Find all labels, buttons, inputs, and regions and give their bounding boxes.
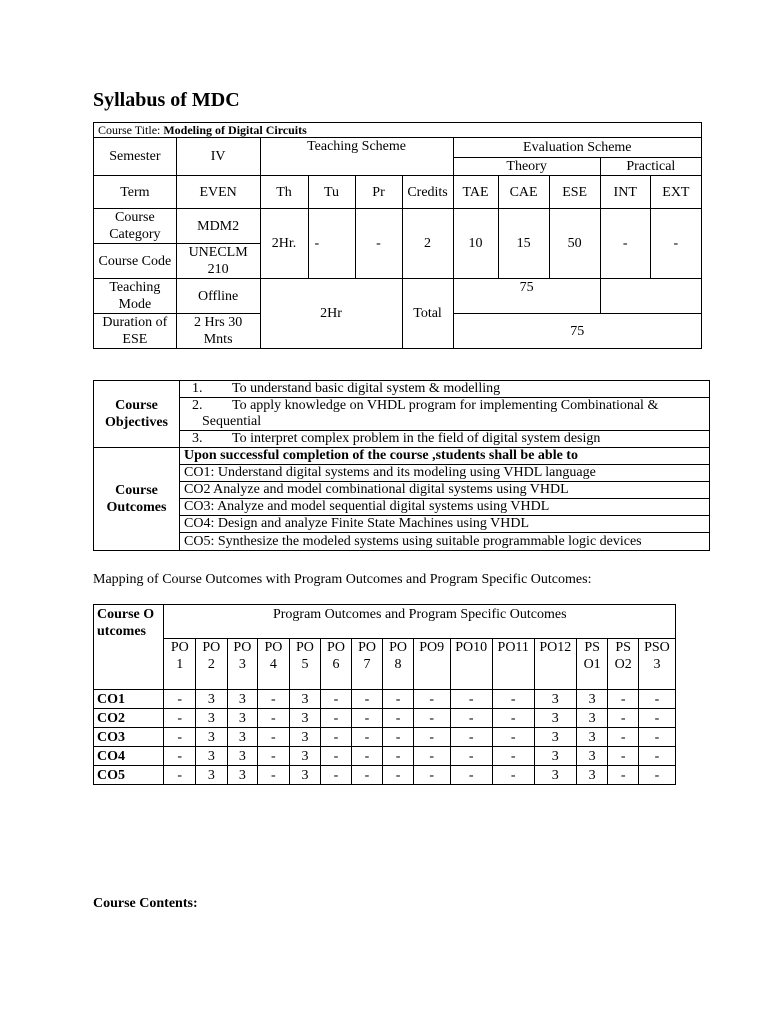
- practical-total: [600, 279, 701, 314]
- mapping-cell: 3: [576, 709, 608, 728]
- mapping-cell: 3: [227, 766, 258, 785]
- table-row: [94, 709, 676, 728]
- th-header: Th: [260, 176, 308, 209]
- po-column-header: PO4: [258, 639, 290, 690]
- objectives-outcomes-table: [93, 380, 710, 551]
- course-outcomes-corner: Course Outcomes: [94, 605, 164, 690]
- mapping-cell: -: [608, 690, 639, 709]
- outcome-item: CO4: Design and analyze Finite State Machines using VHDL: [180, 516, 710, 533]
- mapping-cell: 3: [534, 766, 576, 785]
- mapping-cell: -: [351, 690, 383, 709]
- mapping-cell: -: [258, 728, 290, 747]
- teaching-mode-label: Teaching Mode: [94, 279, 177, 314]
- mapping-cell: -: [351, 747, 383, 766]
- mapping-cell: -: [638, 747, 675, 766]
- po-column-header: PO5: [289, 639, 321, 690]
- semester-value: IV: [176, 138, 260, 176]
- mapping-cell: -: [413, 690, 450, 709]
- mapping-cell: 3: [227, 690, 258, 709]
- course-category-label: Course Category: [94, 209, 177, 244]
- teaching-mode-value: Offline: [176, 279, 260, 314]
- mapping-cell: 3: [289, 709, 321, 728]
- mapping-cell: -: [492, 728, 534, 747]
- tu-value: -: [308, 209, 355, 279]
- mapping-cell: -: [638, 728, 675, 747]
- ext-value: -: [650, 209, 701, 279]
- mapping-cell: -: [492, 747, 534, 766]
- mapping-cell: 3: [196, 766, 228, 785]
- mapping-cell: -: [383, 709, 414, 728]
- term-value: EVEN: [176, 176, 260, 209]
- mapping-cell: -: [608, 766, 639, 785]
- po-column-header: PO3: [227, 639, 258, 690]
- int-header: INT: [600, 176, 650, 209]
- term-label: Term: [94, 176, 177, 209]
- mapping-cell: 3: [289, 747, 321, 766]
- po-column-header: PO2: [196, 639, 228, 690]
- outcomes-intro: Upon successful completion of the course ,students shall be able to: [180, 448, 710, 465]
- outcome-item: CO2 Analyze and model combinational digital systems using VHDL: [180, 482, 710, 499]
- mapping-cell: -: [450, 766, 492, 785]
- mapping-cell: 3: [227, 709, 258, 728]
- mapping-cell: -: [492, 709, 534, 728]
- pr-value: -: [355, 209, 402, 279]
- mapping-cell: -: [450, 709, 492, 728]
- duration-label: Duration of ESE: [94, 314, 177, 349]
- mapping-cell: -: [638, 766, 675, 785]
- mapping-cell: 3: [534, 709, 576, 728]
- mapping-cell: -: [321, 747, 352, 766]
- ese-value: 50: [549, 209, 600, 279]
- mapping-cell: -: [321, 690, 352, 709]
- outcome-item: CO3: Analyze and model sequential digital systems using VHDL: [180, 499, 710, 516]
- mapping-cell: -: [638, 709, 675, 728]
- mapping-cell: 3: [576, 690, 608, 709]
- credits-header: Credits: [402, 176, 453, 209]
- objective-item: 1. To understand basic digital system & modelling: [180, 381, 710, 398]
- hours-value: 2Hr: [260, 279, 402, 349]
- ext-header: EXT: [650, 176, 701, 209]
- semester-label: Semester: [94, 138, 177, 176]
- po-column-header: PO6: [321, 639, 352, 690]
- th-value: 2Hr.: [260, 209, 308, 279]
- mapping-cell: 3: [227, 747, 258, 766]
- mapping-cell: -: [258, 690, 290, 709]
- grand-total: 75: [453, 314, 701, 349]
- mapping-cell: -: [608, 728, 639, 747]
- mapping-cell: -: [164, 690, 196, 709]
- co-po-mapping-table: [93, 604, 676, 785]
- cae-value: 15: [498, 209, 549, 279]
- co-label: CO2: [94, 709, 164, 728]
- mapping-note: Mapping of Course Outcomes with Program Outcomes and Program Specific Outcomes:: [93, 572, 592, 587]
- course-scheme-table: [93, 122, 702, 349]
- course-contents-heading: Course Contents:: [93, 896, 198, 911]
- mapping-cell: -: [258, 709, 290, 728]
- tae-value: 10: [453, 209, 498, 279]
- int-value: -: [600, 209, 650, 279]
- course-objectives-label: Course Objectives: [94, 381, 180, 448]
- outcome-item: CO5: Synthesize the modeled systems using suitable programmable logic devices: [180, 533, 710, 551]
- po-column-header: PSO1: [576, 639, 608, 690]
- mapping-cell: 3: [289, 728, 321, 747]
- objective-item: 3. To interpret complex problem in the field of digital system design: [180, 431, 710, 448]
- tu-header: Tu: [308, 176, 355, 209]
- mapping-cell: -: [608, 747, 639, 766]
- course-outcomes-label: Course Outcomes: [94, 448, 180, 551]
- mapping-cell: 3: [534, 690, 576, 709]
- mapping-cell: -: [258, 766, 290, 785]
- mapping-cell: -: [321, 728, 352, 747]
- course-title-cell: Course Title: Modeling of Digital Circuits: [94, 123, 702, 138]
- co-label: CO1: [94, 690, 164, 709]
- po-column-header: PO12: [534, 639, 576, 690]
- program-outcomes-header: Program Outcomes and Program Specific Outcomes: [164, 605, 676, 639]
- table-row: [94, 747, 676, 766]
- po-column-header: PSO2: [608, 639, 639, 690]
- practical-header: Practical: [600, 158, 701, 176]
- mapping-cell: -: [383, 766, 414, 785]
- mapping-cell: 3: [576, 728, 608, 747]
- teaching-scheme-header: Teaching Scheme: [260, 138, 453, 176]
- pr-header: Pr: [355, 176, 402, 209]
- theory-total: 75: [453, 279, 600, 314]
- duration-value: 2 Hrs 30 Mnts: [176, 314, 260, 349]
- outcome-item: CO1: Understand digital systems and its modeling using VHDL language: [180, 465, 710, 482]
- mapping-cell: -: [321, 766, 352, 785]
- mapping-cell: 3: [289, 766, 321, 785]
- mapping-cell: 3: [534, 747, 576, 766]
- co-label: CO5: [94, 766, 164, 785]
- course-category-value: MDM2: [176, 209, 260, 244]
- evaluation-scheme-header: Evaluation Scheme: [453, 138, 701, 158]
- po-column-header: PSO3: [638, 639, 675, 690]
- mapping-cell: -: [413, 728, 450, 747]
- mapping-cell: -: [351, 709, 383, 728]
- mapping-cell: -: [383, 747, 414, 766]
- po-column-header: PO8: [383, 639, 414, 690]
- course-code-value: UNECLM 210: [176, 244, 260, 279]
- mapping-cell: -: [383, 690, 414, 709]
- mapping-cell: -: [450, 747, 492, 766]
- objective-item-continued: Sequential: [180, 414, 710, 431]
- mapping-cell: -: [321, 709, 352, 728]
- po-column-header: PO1: [164, 639, 196, 690]
- mapping-cell: 3: [196, 728, 228, 747]
- mapping-cell: 3: [576, 747, 608, 766]
- po-column-header: PO9: [413, 639, 450, 690]
- ese-header: ESE: [549, 176, 600, 209]
- mapping-cell: -: [164, 766, 196, 785]
- mapping-cell: 3: [534, 728, 576, 747]
- table-row: [94, 728, 676, 747]
- mapping-cell: -: [413, 709, 450, 728]
- mapping-cell: -: [413, 747, 450, 766]
- table-row: [94, 690, 676, 709]
- mapping-cell: -: [164, 709, 196, 728]
- table-row: [94, 766, 676, 785]
- mapping-cell: -: [450, 728, 492, 747]
- co-label: CO3: [94, 728, 164, 747]
- mapping-cell: -: [492, 766, 534, 785]
- mapping-cell: -: [164, 728, 196, 747]
- cae-header: CAE: [498, 176, 549, 209]
- mapping-cell: -: [258, 747, 290, 766]
- theory-header: Theory: [453, 158, 600, 176]
- mapping-cell: -: [413, 766, 450, 785]
- mapping-cell: -: [383, 728, 414, 747]
- total-label: Total: [402, 279, 453, 349]
- mapping-cell: 3: [196, 709, 228, 728]
- mapping-cell: -: [608, 709, 639, 728]
- po-column-header: PO7: [351, 639, 383, 690]
- tae-header: TAE: [453, 176, 498, 209]
- mapping-cell: -: [450, 690, 492, 709]
- mapping-cell: -: [351, 766, 383, 785]
- po-column-header: PO10: [450, 639, 492, 690]
- mapping-cell: 3: [289, 690, 321, 709]
- mapping-cell: -: [164, 747, 196, 766]
- mapping-cell: -: [638, 690, 675, 709]
- credits-value: 2: [402, 209, 453, 279]
- page-title: Syllabus of MDC: [93, 89, 240, 111]
- mapping-cell: 3: [576, 766, 608, 785]
- co-label: CO4: [94, 747, 164, 766]
- objective-item: 2. To apply knowledge on VHDL program for implementing Combinational &: [180, 398, 710, 415]
- mapping-cell: 3: [196, 747, 228, 766]
- course-code-label: Course Code: [94, 244, 177, 279]
- mapping-cell: 3: [227, 728, 258, 747]
- po-column-header: PO11: [492, 639, 534, 690]
- mapping-cell: 3: [196, 690, 228, 709]
- mapping-cell: -: [351, 728, 383, 747]
- mapping-cell: -: [492, 690, 534, 709]
